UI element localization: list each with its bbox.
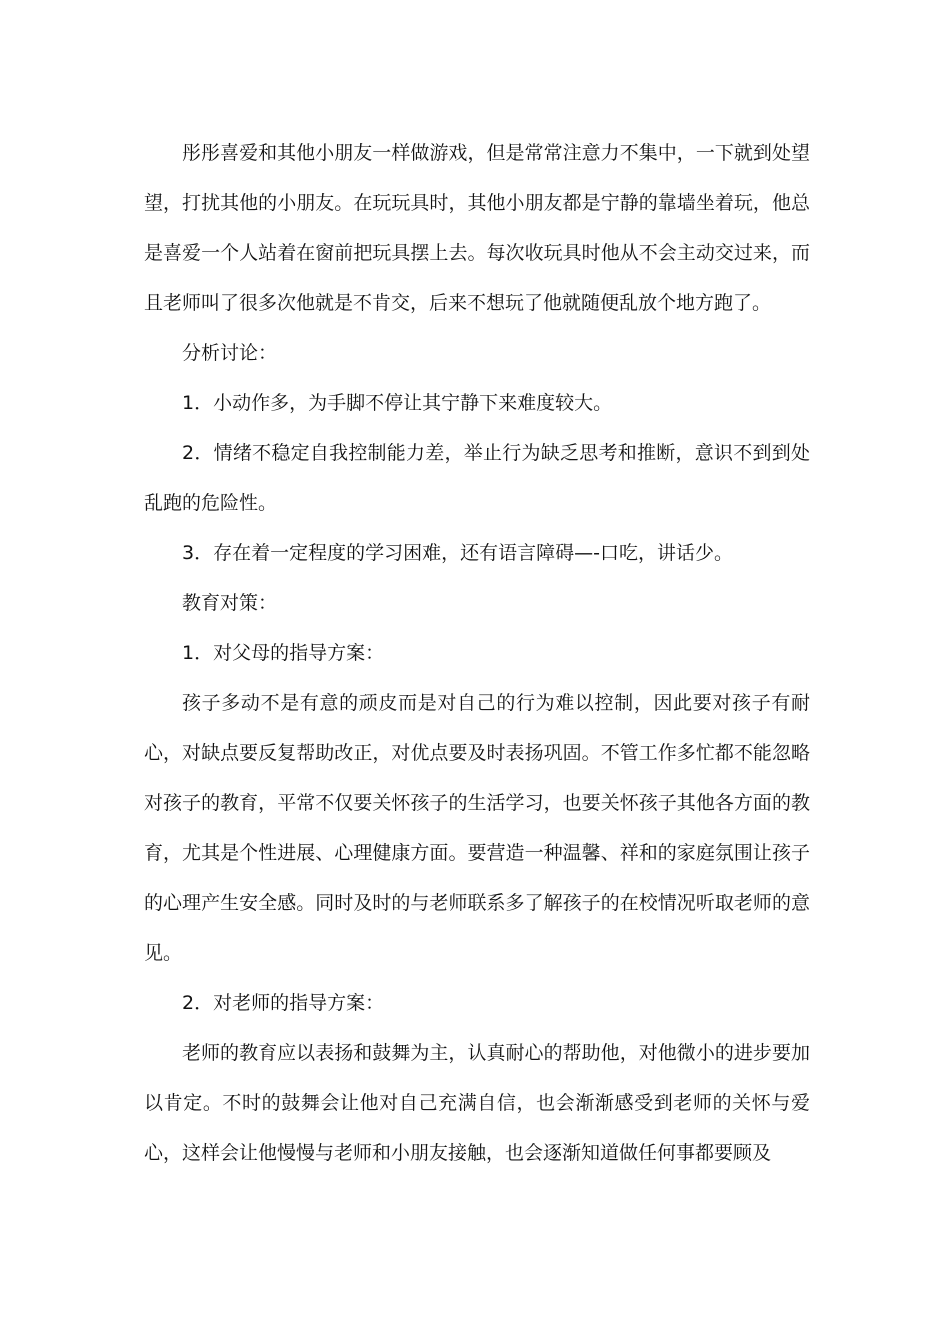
- heading-strategy: 教育对策：: [182, 592, 278, 614]
- document-body: [144, 128, 810, 1178]
- heading-analysis: 分析讨论：: [182, 342, 278, 364]
- analysis-item-1: 1．小动作多，为手脚不停让其宁静下来难度较大。: [182, 392, 613, 414]
- analysis-item-3: 3．存在着一定程度的学习困难，还有语言障碍—-口吃，讲话少。: [182, 542, 733, 564]
- paragraph-teachers-guidance: 老师的教育应以表扬和鼓舞为主，认真耐心的帮助他，对他微小的进步要加以肯定。不时的鼓舞会让他对自己充满自信，也会渐渐感受到老师的关怀与爱心，这样会让他慢慢与老师和小朋友接触，也会逐渐知道做任何事都要顾及: [144, 1042, 810, 1164]
- strategy-heading-parents: 1．对父母的指导方案：: [182, 642, 385, 664]
- strategy-heading-teachers: 2．对老师的指导方案：: [182, 992, 385, 1014]
- paragraph-parents-guidance: 孩子多动不是有意的顽皮而是对自己的行为难以控制，因此要对孩子有耐心，对缺点要反复帮助改正，对优点要及时表扬巩固。不管工作多忙都不能忽略对孩子的教育，平常不仅要关怀孩子的生活学习，也要关怀孩子其他各方面的教育，尤其是个性进展、心理健康方面。要营造一种温馨、祥和的家庭氛围让孩子的心理产生安全感。同时及时的与老师联系多了解孩子的在校情况听取老师的意见。: [144, 692, 810, 964]
- paragraph-case-description: 彤彤喜爱和其他小朋友一样做游戏，但是常常注意力不集中，一下就到处望望，打扰其他的小朋友。在玩玩具时，其他小朋友都是宁静的靠墙坐着玩，他总是喜爱一个人站着在窗前把玩具摆上去。每次收玩具时他从不会主动交过来，而且老师叫了很多次他就是不肯交，后来不想玩了他就随便乱放个地方跑了。: [144, 142, 810, 314]
- analysis-item-2: 2．情绪不稳定自我控制能力差，举止行为缺乏思考和推断，意识不到到处乱跑的危险性。: [144, 442, 810, 514]
